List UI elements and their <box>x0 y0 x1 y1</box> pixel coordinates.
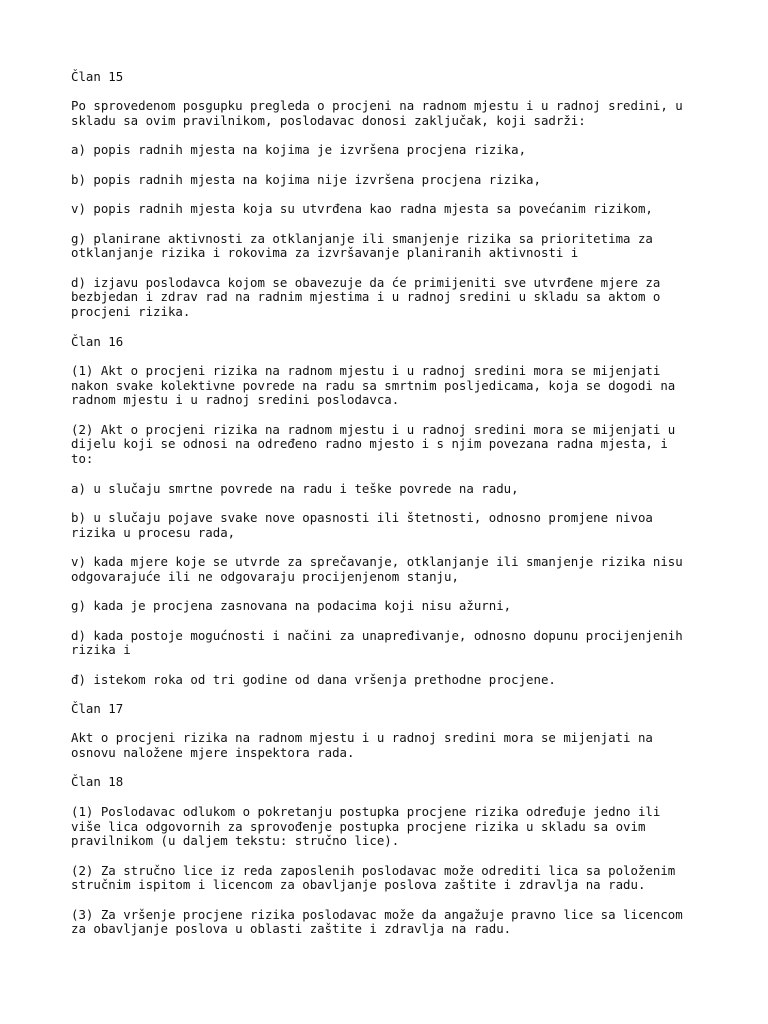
article-heading-18: Član 18 <box>71 774 124 790</box>
paragraph: (1) Akt o procjeni rizika na radnom mjestu i u radnoj sredini mora se mijenjati nakon svake kolektivne povrede na radu sa smrtnim posljedicama, koja se dogodi na radnom mjestu i u radnoj sredini poslodavca. <box>71 362 676 408</box>
document-page <box>71 70 711 952</box>
list-item: g) planirane aktivnosti za otklanjanje ili smanjenje rizika sa prioritetima za otklanjanje rizika i rokovima za izvršavanje planiranih aktivnosti i <box>71 230 653 261</box>
list-item: v) kada mjere koje se utvrde za sprečavanje, otklanjanje ili smanjenje rizika nisu odgovarajuće ili ne odgovaraju procijenjenom stanju, <box>71 554 683 584</box>
list-item: d) kada postoje mogućnosti i načini za unapređivanje, odnosno dopunu procijenjenih rizika i <box>71 627 683 658</box>
list-item: g) kada je procjena zasnovana na podacima koji nisu ažurni, <box>71 598 512 614</box>
list-item: b) u slučaju pojave svake nove opasnosti ili štetnosti, odnosno promjene nivoa rizika u procesu rada, <box>71 509 653 540</box>
list-item: v) popis radnih mjesta koja su utvrđena kao radna mjesta sa povećanim rizikom, <box>71 201 653 217</box>
list-item: a) popis radnih mjesta na kojima je izvršena procjena rizika, <box>71 142 527 158</box>
paragraph: Akt o procjeni rizika na radnom mjestu i u radnoj sredini mora se mijenjati na osnovu naložene mjere inspektora rada. <box>71 730 653 761</box>
paragraph: (2) Akt o procjeni rizika na radnom mjestu i u radnoj sredini mora se mijenjati u dijelu koji se odnosi na određeno radno mjesto i s njim povezana radna mjesta, i to: <box>71 421 676 467</box>
list-item: b) popis radnih mjesta na kojima nije izvršena procjena rizika, <box>71 171 541 187</box>
article-heading-16: Član 16 <box>71 333 124 349</box>
list-item: d) izjavu poslodavca kojom se obavezuje da će primijeniti sve utvrđene mjere za bezbjedan i zdrav rad na radnim mjestima i u radnoj sredini u skladu sa aktom o procjeni rizika. <box>71 274 661 320</box>
paragraph: Po sprovedenom posgupku pregleda o procjeni na radnom mjestu i u radnoj sredini, u skladu sa ovim pravilnikom, poslodavac donosi zaključak, koji sadrži: <box>71 98 683 129</box>
list-item: a) u slučaju smrtne povrede na radu i teške povrede na radu, <box>71 480 519 496</box>
paragraph: (1) Poslodavac odlukom o pokretanju postupka procjene rizika određuje jedno ili više lica odgovornih za sprovođenje postupka procjene rizika u skladu sa ovim pravilnikom (u daljem tekstu: stručno lice). <box>71 803 661 849</box>
article-heading-17: Član 17 <box>71 700 124 716</box>
paragraph: (3) Za vršenje procjene rizika poslodavac može da angažuje pravno lice sa licencom za obavljanje poslova u oblasti zaštite i zdravlja na radu. <box>71 906 683 937</box>
list-item: đ) istekom roka od tri godine od dana vršenja prethodne procjene. <box>71 671 556 687</box>
article-heading-15: Član 15 <box>71 69 124 84</box>
paragraph: (2) Za stručno lice iz reda zaposlenih poslodavac može odrediti lica sa položenim stručnim ispitom i licencom za obavljanje poslova zaštite i zdravlja na radu. <box>71 862 676 893</box>
